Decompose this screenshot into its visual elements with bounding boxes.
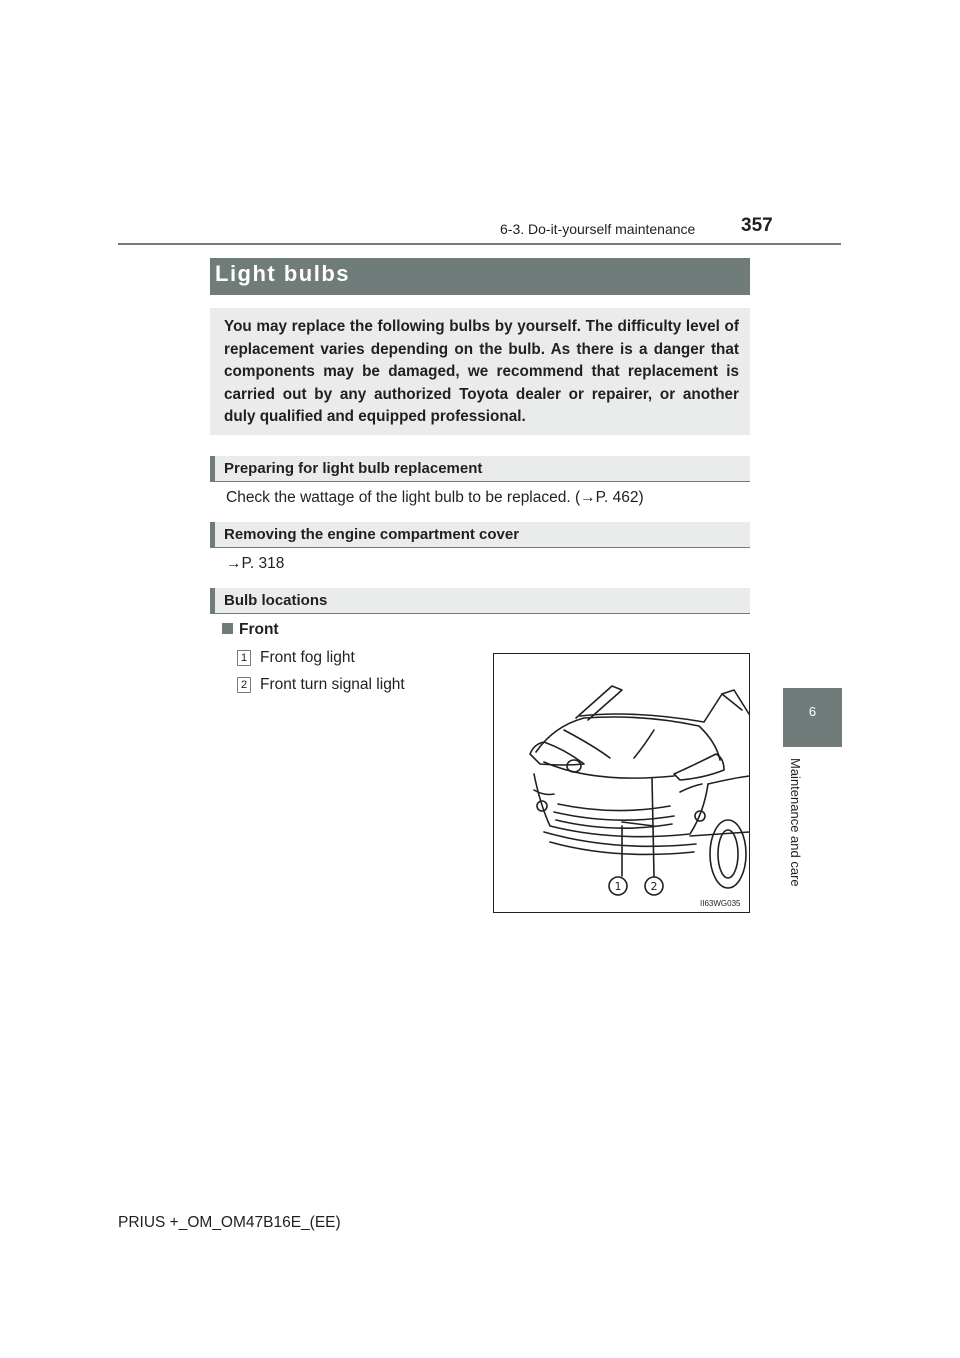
section-heading-bulb-locations: Bulb locations <box>210 588 750 614</box>
figure-callout-2: 2 <box>650 880 658 893</box>
square-bullet-icon <box>222 623 233 634</box>
car-front-illustration <box>493 653 750 913</box>
section-heading-removing: Removing the engine compartment cover <box>210 522 750 548</box>
front-subheading <box>222 621 279 639</box>
callout-number-1: 1 <box>237 650 251 666</box>
chapter-tab-number: 6 <box>808 704 817 719</box>
car-front-drawing <box>494 654 749 912</box>
removing-text: →P. 318 <box>226 555 285 572</box>
page-number: 357 <box>741 215 773 236</box>
bulb-item-front-turn-signal: Front turn signal light <box>260 676 405 693</box>
callout-number-2: 2 <box>237 677 251 693</box>
section-heading-preparing: Preparing for light bulb replacement <box>210 456 750 482</box>
footer-doc-code: PRIUS +_OM_OM47B16E_(EE) <box>118 1214 341 1231</box>
page-title: Light bulbs <box>215 261 351 286</box>
figure-callout-1: 1 <box>614 880 622 893</box>
running-header-section: 6-3. Do-it-yourself maintenance <box>500 221 696 237</box>
figure-code: II63WG035 <box>700 899 741 908</box>
bulb-item-front-fog-light: Front fog light <box>260 649 355 666</box>
preparing-text: Check the wattage of the light bulb to be replaced. (→P. 462) <box>226 489 644 506</box>
front-subheading-label: Front <box>239 621 279 638</box>
chapter-tab-title: Maintenance and care <box>788 758 803 887</box>
intro-box: You may replace the following bulbs by yourself. The difficulty level of replacement varies depending on the bulb. As there is a danger that components may be damaged, we recommend that replacement is carried out by any authorized Toyota dealer or repairer, or another duly qualified and equipped professional. <box>210 308 750 435</box>
header-divider <box>118 243 841 245</box>
